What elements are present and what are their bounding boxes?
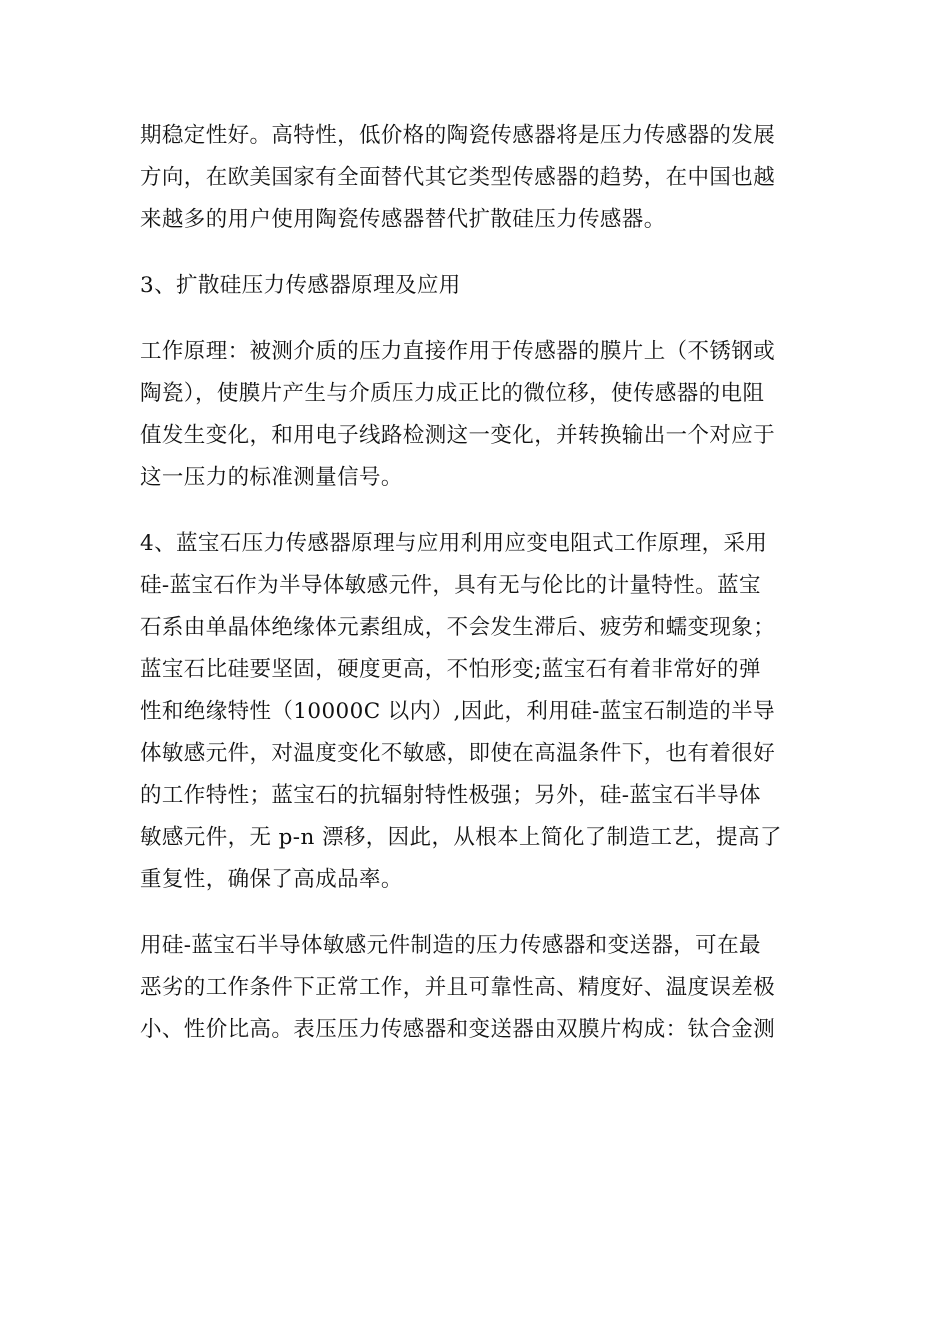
text-line: 体敏感元件，对温度变化不敏感，即使在高温条件下，也有着很好 bbox=[140, 741, 776, 766]
text-line: 工作原理：被测介质的压力直接作用于传感器的膜片上（不锈钢或 bbox=[140, 339, 776, 364]
text-line: 性和绝缘特性（10000C 以内）,因此，利用硅-蓝宝石制造的半导 bbox=[140, 699, 775, 724]
paragraph-sapphire-sensor bbox=[140, 523, 825, 901]
text-line: 方向，在欧美国家有全面替代其它类型传感器的趋势，在中国也越 bbox=[140, 165, 776, 190]
document-page bbox=[140, 115, 825, 1051]
text-line: 重复性，确保了高成品率。 bbox=[140, 867, 403, 892]
paragraph-working-principle bbox=[140, 331, 825, 499]
text-line: 值发生变化，和用电子线路检测这一变化，并转换输出一个对应于 bbox=[140, 423, 776, 448]
text-line: 陶瓷），使膜片产生与介质压力成正比的微位移，使传感器的电阻 bbox=[140, 381, 765, 406]
text-line: 4、蓝宝石压力传感器原理与应用利用应变电阻式工作原理，采用 bbox=[140, 531, 768, 556]
text-line: 恶劣的工作条件下正常工作，并且可靠性高、精度好、温度误差极 bbox=[140, 975, 776, 1000]
text-line: 石系由单晶体绝缘体元素组成，不会发生滞后、疲劳和蠕变现象； bbox=[140, 615, 776, 640]
text-line: 用硅-蓝宝石半导体敏感元件制造的压力传感器和变送器，可在最 bbox=[140, 933, 761, 958]
text-line: 小、性价比高。表压压力传感器和变送器由双膜片构成：钛合金测 bbox=[140, 1017, 776, 1042]
text-line: 的工作特性；蓝宝石的抗辐射特性极强；另外，硅-蓝宝石半导体 bbox=[140, 783, 761, 808]
text-line: 3、扩散硅压力传感器原理及应用 bbox=[140, 273, 461, 298]
text-line: 期稳定性好。高特性，低价格的陶瓷传感器将是压力传感器的发展 bbox=[140, 123, 776, 148]
text-line: 这一压力的标准测量信号。 bbox=[140, 465, 403, 490]
paragraph-sapphire-transmitter bbox=[140, 925, 825, 1051]
section-heading-diffused-silicon bbox=[140, 265, 825, 307]
text-line: 敏感元件，无 p-n 漂移，因此，从根本上简化了制造工艺，提高了 bbox=[140, 825, 782, 850]
text-line: 硅-蓝宝石作为半导体敏感元件，具有无与伦比的计量特性。蓝宝 bbox=[140, 573, 761, 598]
paragraph-ceramic-sensor-outlook bbox=[140, 115, 825, 241]
text-line: 来越多的用户使用陶瓷传感器替代扩散硅压力传感器。 bbox=[140, 207, 666, 232]
text-line: 蓝宝石比硅要坚固，硬度更高，不怕形变;蓝宝石有着非常好的弹 bbox=[140, 657, 761, 682]
